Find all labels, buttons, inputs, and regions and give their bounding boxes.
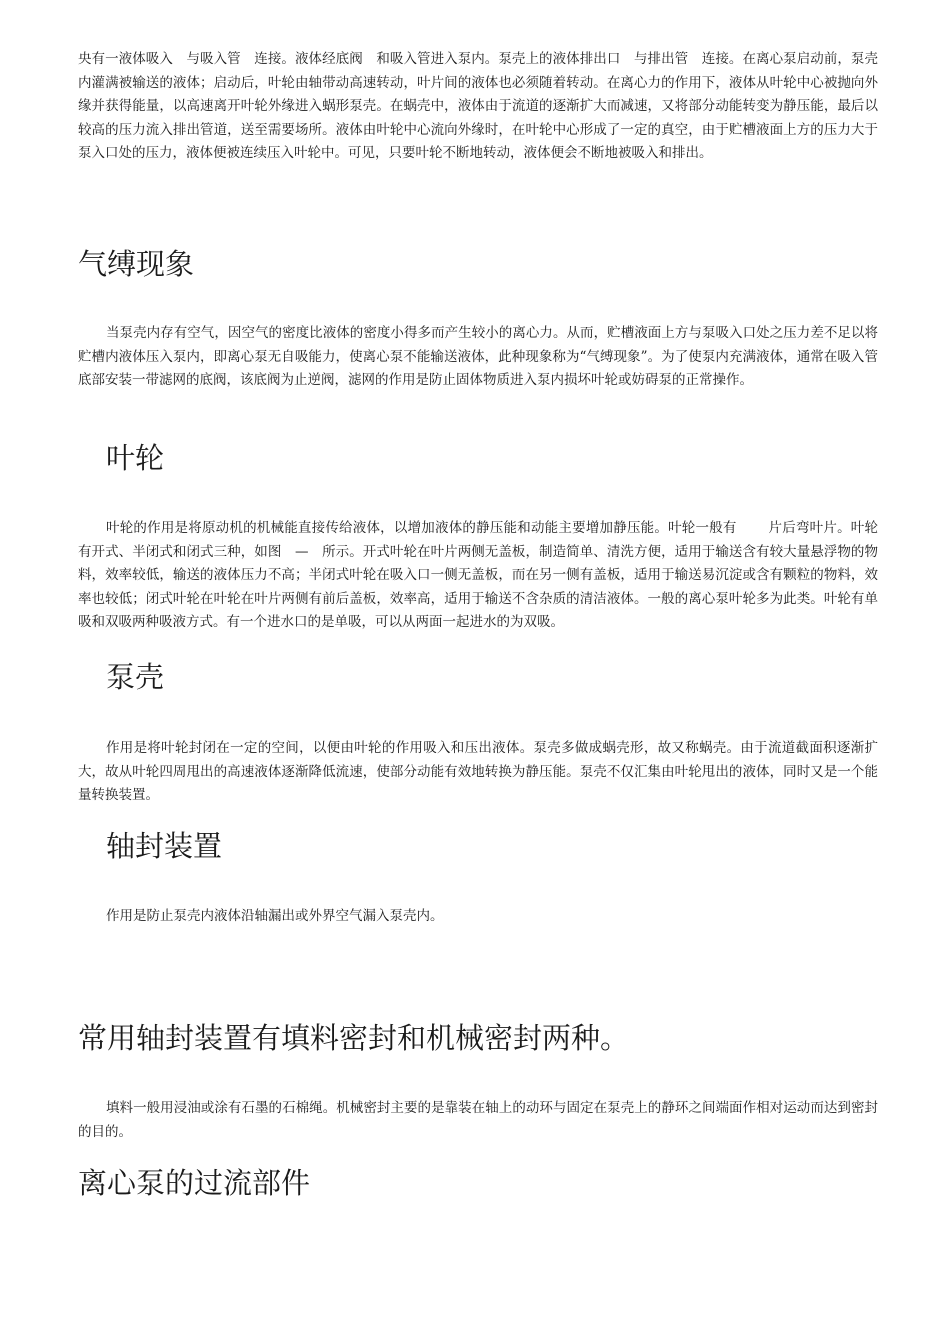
intro-paragraph: 央有一液体吸入 与吸入管 连接。液体经底阀 和吸入管进入泵内。泵壳上的液体排出口 与排出管 连接。在离心泵启动前，泵壳内灌满被输送的液体；启动后，叶轮由轴带动高速转动，叶片间的液体也必须随着转动。在离心力的作用下，液体从叶轮中心被抛向外缘并获得能量，以高速离开叶轮外缘进入蜗形泵壳。在蜗壳中，液体由于流道的逐渐扩大而减速，又将部分动能转变为静压能，最后以较高的压力流入排出管道，送至需要场所。液体由叶轮中心流向外缘时，在叶轮中心形成了一定的真空，由于贮槽液面上方的压力大于泵入口处的压力，液体便被连续压入叶轮中。可见，只要叶轮不断地转动，液体便会不断地被吸入和排出。 [78, 51, 878, 162]
tianliao-paragraph: 填料一般用浸油或涂有石墨的石棉绳。机械密封主要的是靠装在轴上的动环与固定在泵壳上的静环之间端面作相对运动而达到密封的目的。 [78, 1100, 878, 1140]
heading-bengke: 泵壳 [106, 660, 165, 694]
zhoufeng-paragraph: 作用是防止泵壳内液体沿轴漏出或外界空气漏入泵壳内。 [106, 908, 444, 924]
heading-yelun: 叶轮 [106, 441, 165, 475]
heading-zhoufeng: 轴封装置 [106, 829, 223, 863]
heading-guoliu: 离心泵的过流部件 [78, 1166, 311, 1200]
heading-changyong: 常用轴封装置有填料密封和机械密封两种。 [78, 1021, 630, 1055]
bengke-paragraph: 作用是将叶轮封闭在一定的空间，以便由叶轮的作用吸入和压出液体。泵壳多做成蜗壳形，故又称蜗壳。由于流道截面积逐渐扩大，故从叶轮四周甩出的高速液体逐渐降低流速，使部分动能有效地转换为静压能。泵壳不仅汇集由叶轮甩出的液体，同时又是一个能量转换装置。 [78, 740, 878, 804]
qifu-paragraph: 当泵壳内存有空气，因空气的密度比液体的密度小得多而产生较小的离心力。从而，贮槽液面上方与泵吸入口处之压力差不足以将贮槽内液体压入泵内，即离心泵无自吸能力，使离心泵不能输送液体，此种现象称为“气缚现象”。为了使泵内充满液体，通常在吸入管底部安装一带滤网的底阀，该底阀为止逆阀，滤网的作用是防止固体物质进入泵内损坏叶轮或妨碍泵的正常操作。 [78, 325, 878, 389]
heading-qifu: 气缚现象 [78, 247, 195, 281]
yelun-paragraph: 叶轮的作用是将原动机的机械能直接传给液体，以增加液体的静压能和动能主要增加静压能。叶轮一般有 片后弯叶片。叶轮有开式、半闭式和闭式三种，如图 — 所示。开式叶轮在叶片两侧无盖板，制造简单、清洗方便，适用于输送含有较大量悬浮物的物料，效率较低，输送的液体压力不高；半闭式叶轮在吸入口一侧无盖板，而在另一侧有盖板，适用于输送易沉淀或含有颗粒的物料，效率也较低；闭式叶轮在叶轮在叶片两侧有前后盖板，效率高，适用于输送不含杂质的清洁液体。一般的离心泵叶轮多为此类。叶轮有单吸和双吸两种吸液方式。有一个进水口的是单吸，可以从两面一起进水的为双吸。 [78, 520, 878, 631]
